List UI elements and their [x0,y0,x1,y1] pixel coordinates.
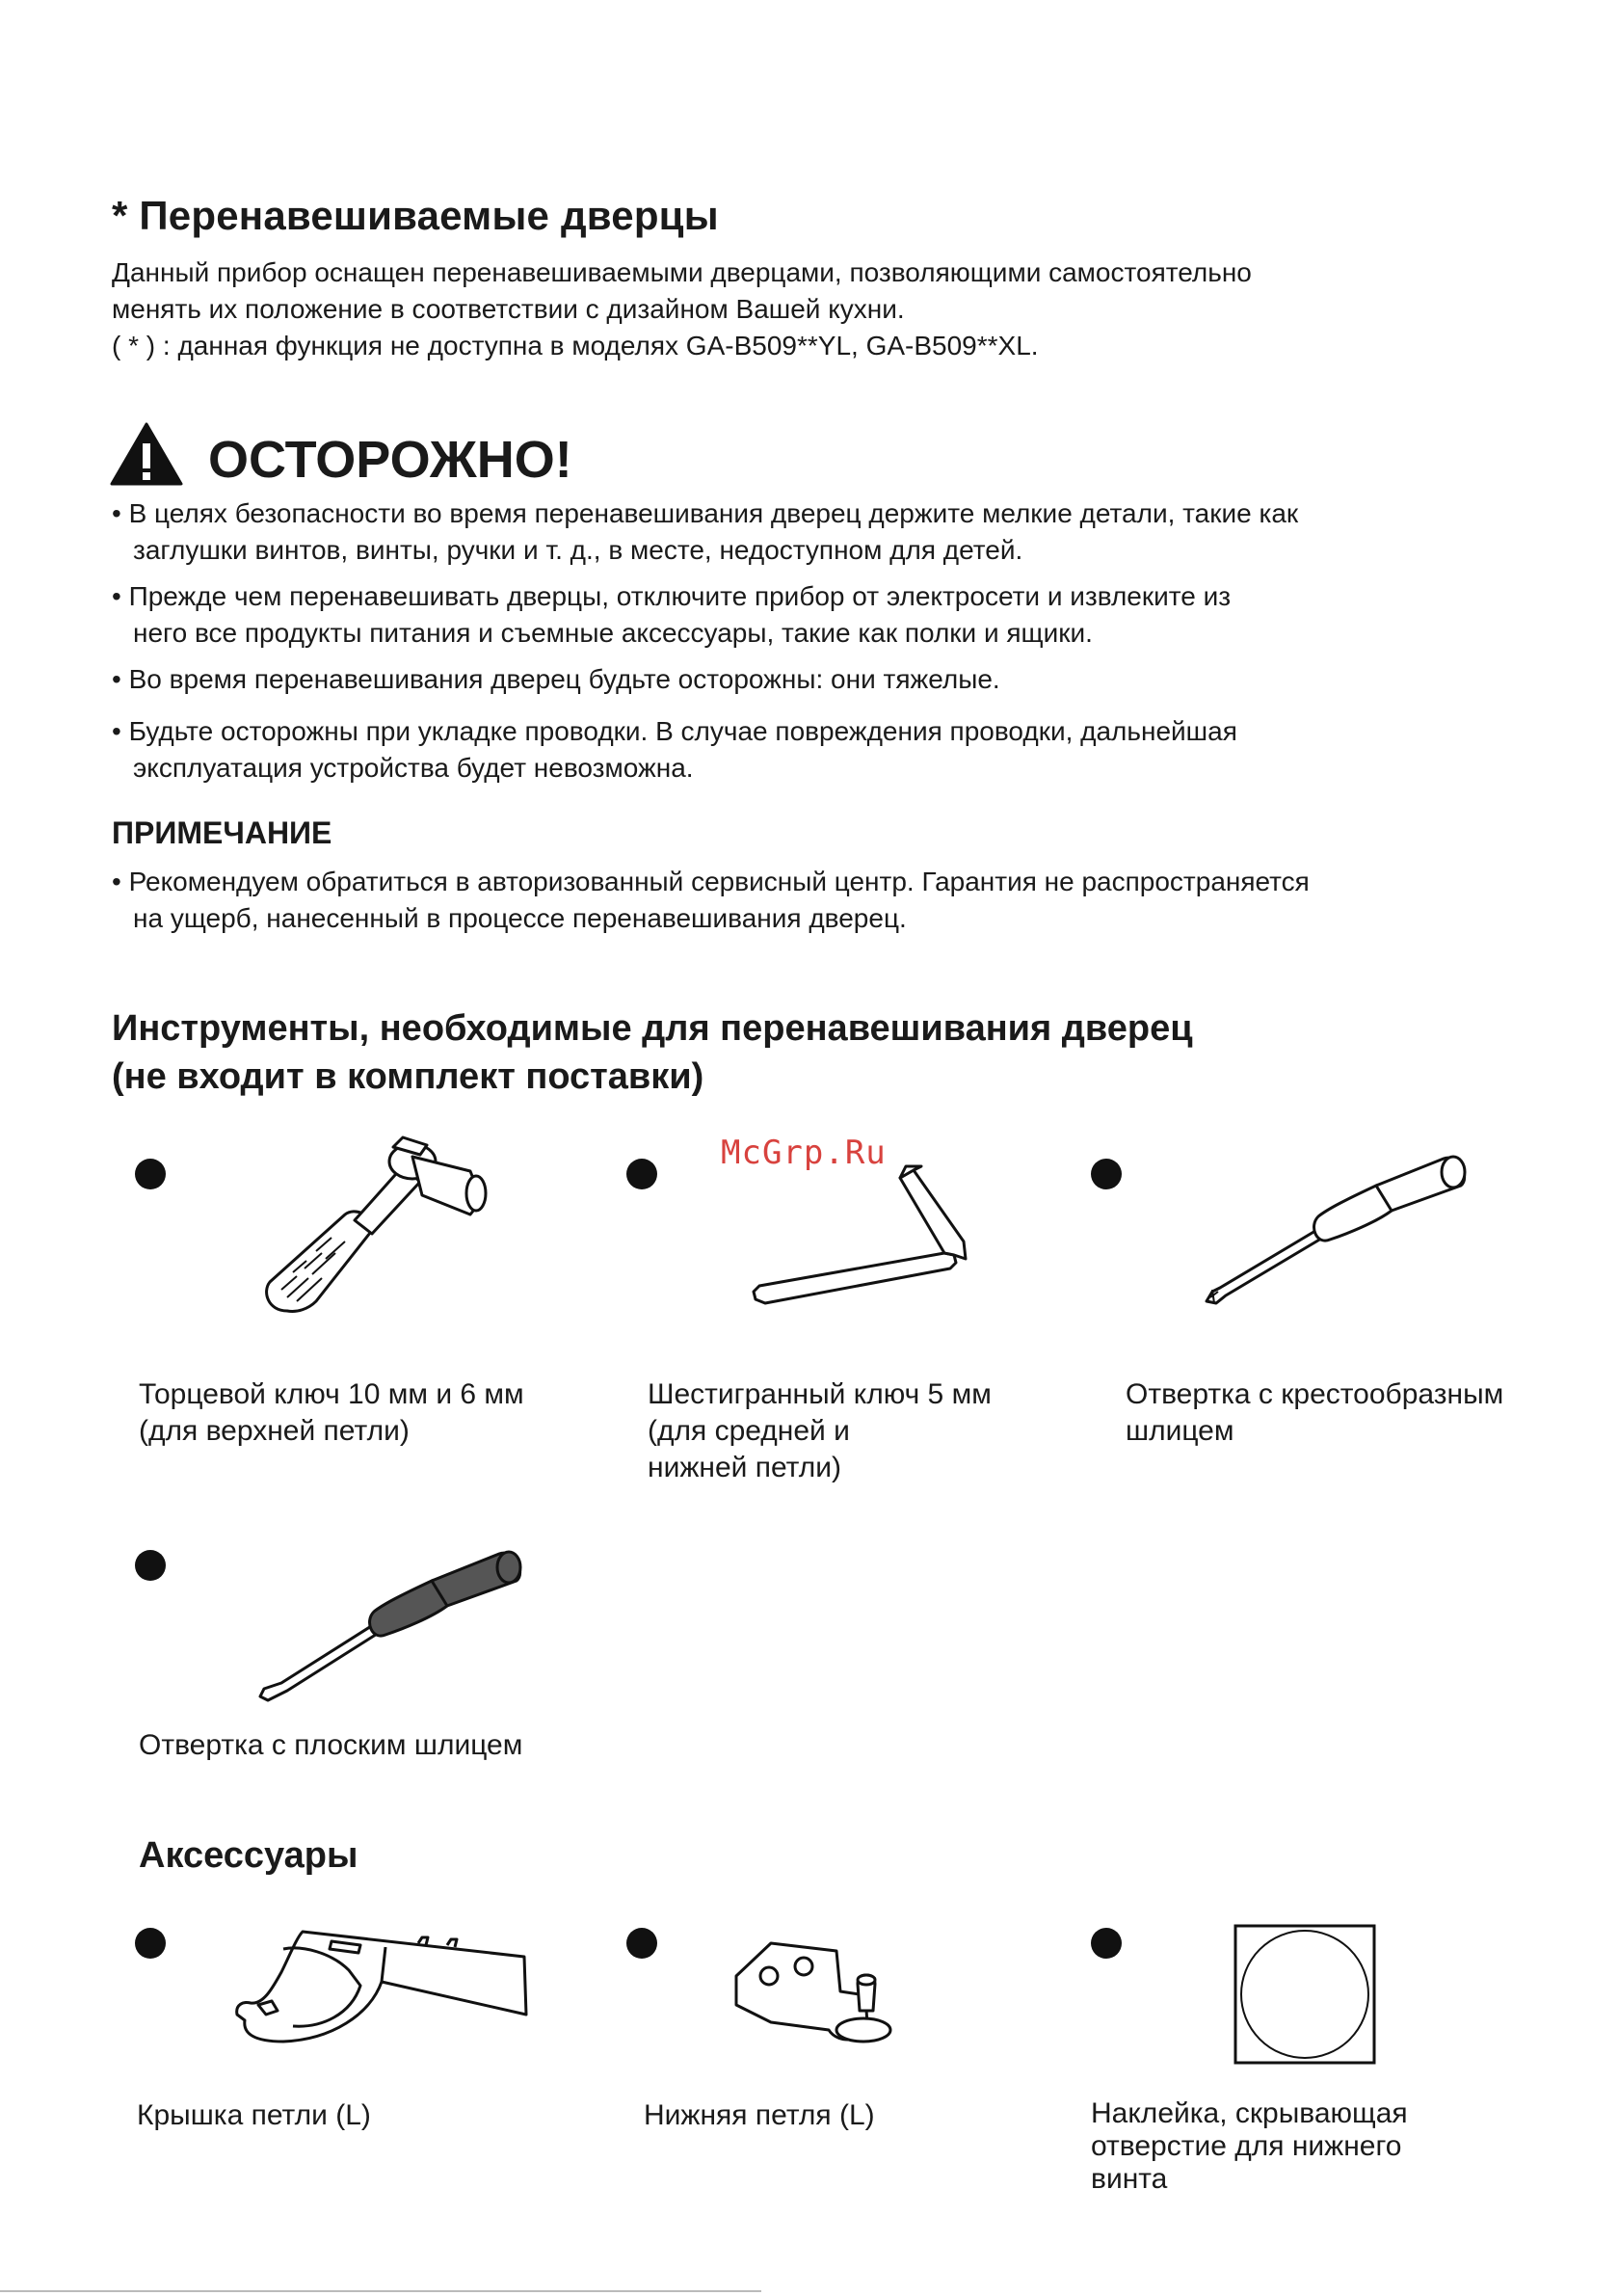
tool-caption: Торцевой ключ 10 мм и 6 мм (для верхней петли) [139,1378,524,1447]
hinge-cover-icon [216,1928,534,2053]
bullet-icon: • [112,581,129,611]
socket-wrench-icon [258,1128,499,1321]
bullet-icon: • [112,498,129,528]
tool-caption: Отвертка с плоским шлицем [139,1729,523,1761]
bullet-icon: • [112,716,129,746]
flat-screwdriver-icon [258,1552,528,1706]
note-title: ПРИМЕЧАНИЕ [112,815,332,850]
warning-title: ОСТОРОЖНО! [208,431,572,489]
description-line: менять их положение в соответствии с дизайном Вашей кухни. [112,294,905,324]
accessory-caption: Крышка петли (L) [137,2099,371,2131]
item-marker [626,1159,657,1189]
note-item: • Рекомендуем обратиться в авторизованный сервисный центр. Гарантия не распространяется на ущерб, нанесенный в процессе перенавешивания дверец. [112,867,1310,933]
warning-item: • Прежде чем перенавешивать дверцы, отключите прибор от электросети и извлеките из него все продукты питания и съемные аксессуары, такие как полки и ящики. [112,581,1232,648]
description-line: ( * ) : данная функция не доступна в моделях GA-B509**YL, GA-B509**XL. [112,331,1039,360]
item-marker [1091,1928,1122,1959]
tools-title: Инструменты, необходимые для перенавешивания дверец (не входит в комплект поставки) [112,1008,1193,1097]
description-line: Данный прибор оснащен перенавешиваемыми дверцами, позволяющими самостоятельно [112,257,1252,287]
lower-hinge-icon [732,1937,906,2053]
warning-triangle-icon [110,422,183,486]
bullet-icon: • [112,664,129,694]
accessory-caption: Нижняя петля (L) [644,2099,875,2131]
item-marker [135,1550,166,1581]
item-marker [1091,1159,1122,1189]
tool-caption: Отвертка с крестообразным шлицем [1126,1378,1504,1447]
item-marker [626,1928,657,1959]
bullet-icon: • [112,867,129,896]
section-title-reversible-doors: * Перенавешиваемые дверцы [112,193,719,238]
hex-key-icon [752,1166,983,1321]
sticker-icon [1233,1924,1378,2065]
warning-list [112,495,1577,787]
accessory-caption: Наклейка, скрывающая отверстие для нижнего винта [1091,2097,1408,2195]
warning-item: • Во время перенавешивания дверец будьте осторожны: они тяжелые. [112,664,1000,694]
page-bottom-line [0,2290,761,2292]
item-marker [135,1928,166,1959]
tool-caption: Шестигранный ключ 5 мм (для средней и нижней петли) [648,1378,992,1483]
reversible-doors-description [112,254,1557,364]
phillips-screwdriver-icon [1203,1157,1472,1311]
watermark: McGrp.Ru [721,1134,887,1172]
warning-item: • Будьте осторожны при укладке проводки. В случае повреждения проводки, дальнейшая эксплуатация устройства будет невозможна. [112,716,1237,783]
accessories-title: Аксессуары [139,1835,358,1876]
warning-item: • В целях безопасности во время перенавешивания дверец держите мелкие детали, такие как заглушки винтов, винты, ручки и т. д., в месте, недоступном для детей. [112,498,1299,565]
item-marker [135,1159,166,1189]
